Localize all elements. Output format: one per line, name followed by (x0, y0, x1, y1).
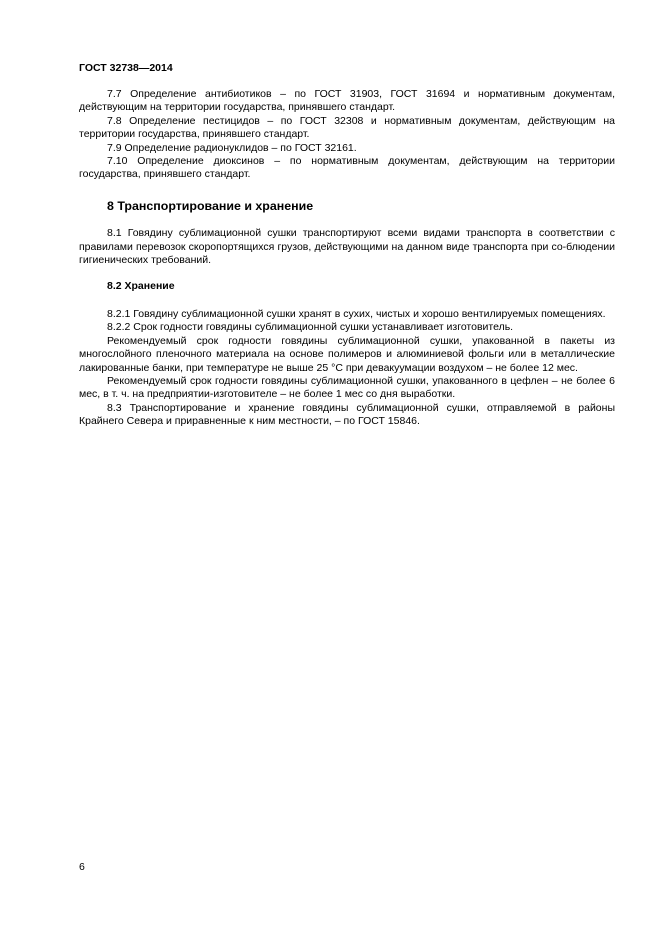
document-body (79, 88, 615, 429)
paragraph-shelf-life-film: Рекомендуемый срок годности говядины сублимационной сушки, упакованной в пакеты из многослойного пленочного материала на основе полимеров и алюминиевой фольги или в металлические лакированные банки, при температуре не выше 25 °С при девакуумации воздухом – не более 12 мес. (79, 334, 615, 374)
paragraph-8-1: 8.1 Говядину сублимационной сушки транспортируют всеми видами транспорта в соответствии с правилами перевозок скоропортящихся грузов, действующими на данном виде транспорта при со-блюдении гигиенических требований. (79, 227, 615, 267)
section-8-2-heading: 8.2 Хранение (107, 280, 175, 293)
document-header: ГОСТ 32738—2014 (79, 62, 173, 74)
section-8-heading: 8 Транспортирование и хранение (107, 198, 314, 213)
paragraph-7-8: 7.8 Определение пестицидов – по ГОСТ 32308 и нормативным документам, действующим на территории государства, принявшего стандарт. (79, 114, 615, 141)
paragraph-8-2-1: 8.2.1 Говядину сублимационной сушки хранят в сухих, чистых и хорошо вентилируемых помещениях. (107, 307, 606, 320)
paragraph-7-7: 7.7 Определение антибиотиков – по ГОСТ 31903, ГОСТ 31694 и нормативным документам, действующим на территории государства, принявшего стандарт. (79, 88, 615, 114)
paragraph-7-9: 7.9 Определение радионуклидов – по ГОСТ 32161. (107, 141, 357, 154)
paragraph-8-2-2: 8.2.2 Срок годности говядины сублимационной сушки устанавливает изготовитель. (107, 321, 514, 334)
paragraph-7-10: 7.10 Определение диоксинов – по нормативным документам, действующим на территории государства, принявшего стандарт. (79, 155, 615, 181)
page-number: 6 (79, 861, 85, 873)
paragraph-8-3: 8.3 Транспортирование и хранение говядины сублимационной сушки, отправляемой в районы Крайнего Севера и приравненные к ним местности, – по ГОСТ 15846. (79, 401, 615, 428)
paragraph-shelf-life-ceflen: Рекомендуемый срок годности говядины сублимационной сушки, упакованного в цефлен – не более 6 мес, в т. ч. на предприятии-изготовителе – не более 1 мес со дня выработки. (79, 374, 615, 401)
